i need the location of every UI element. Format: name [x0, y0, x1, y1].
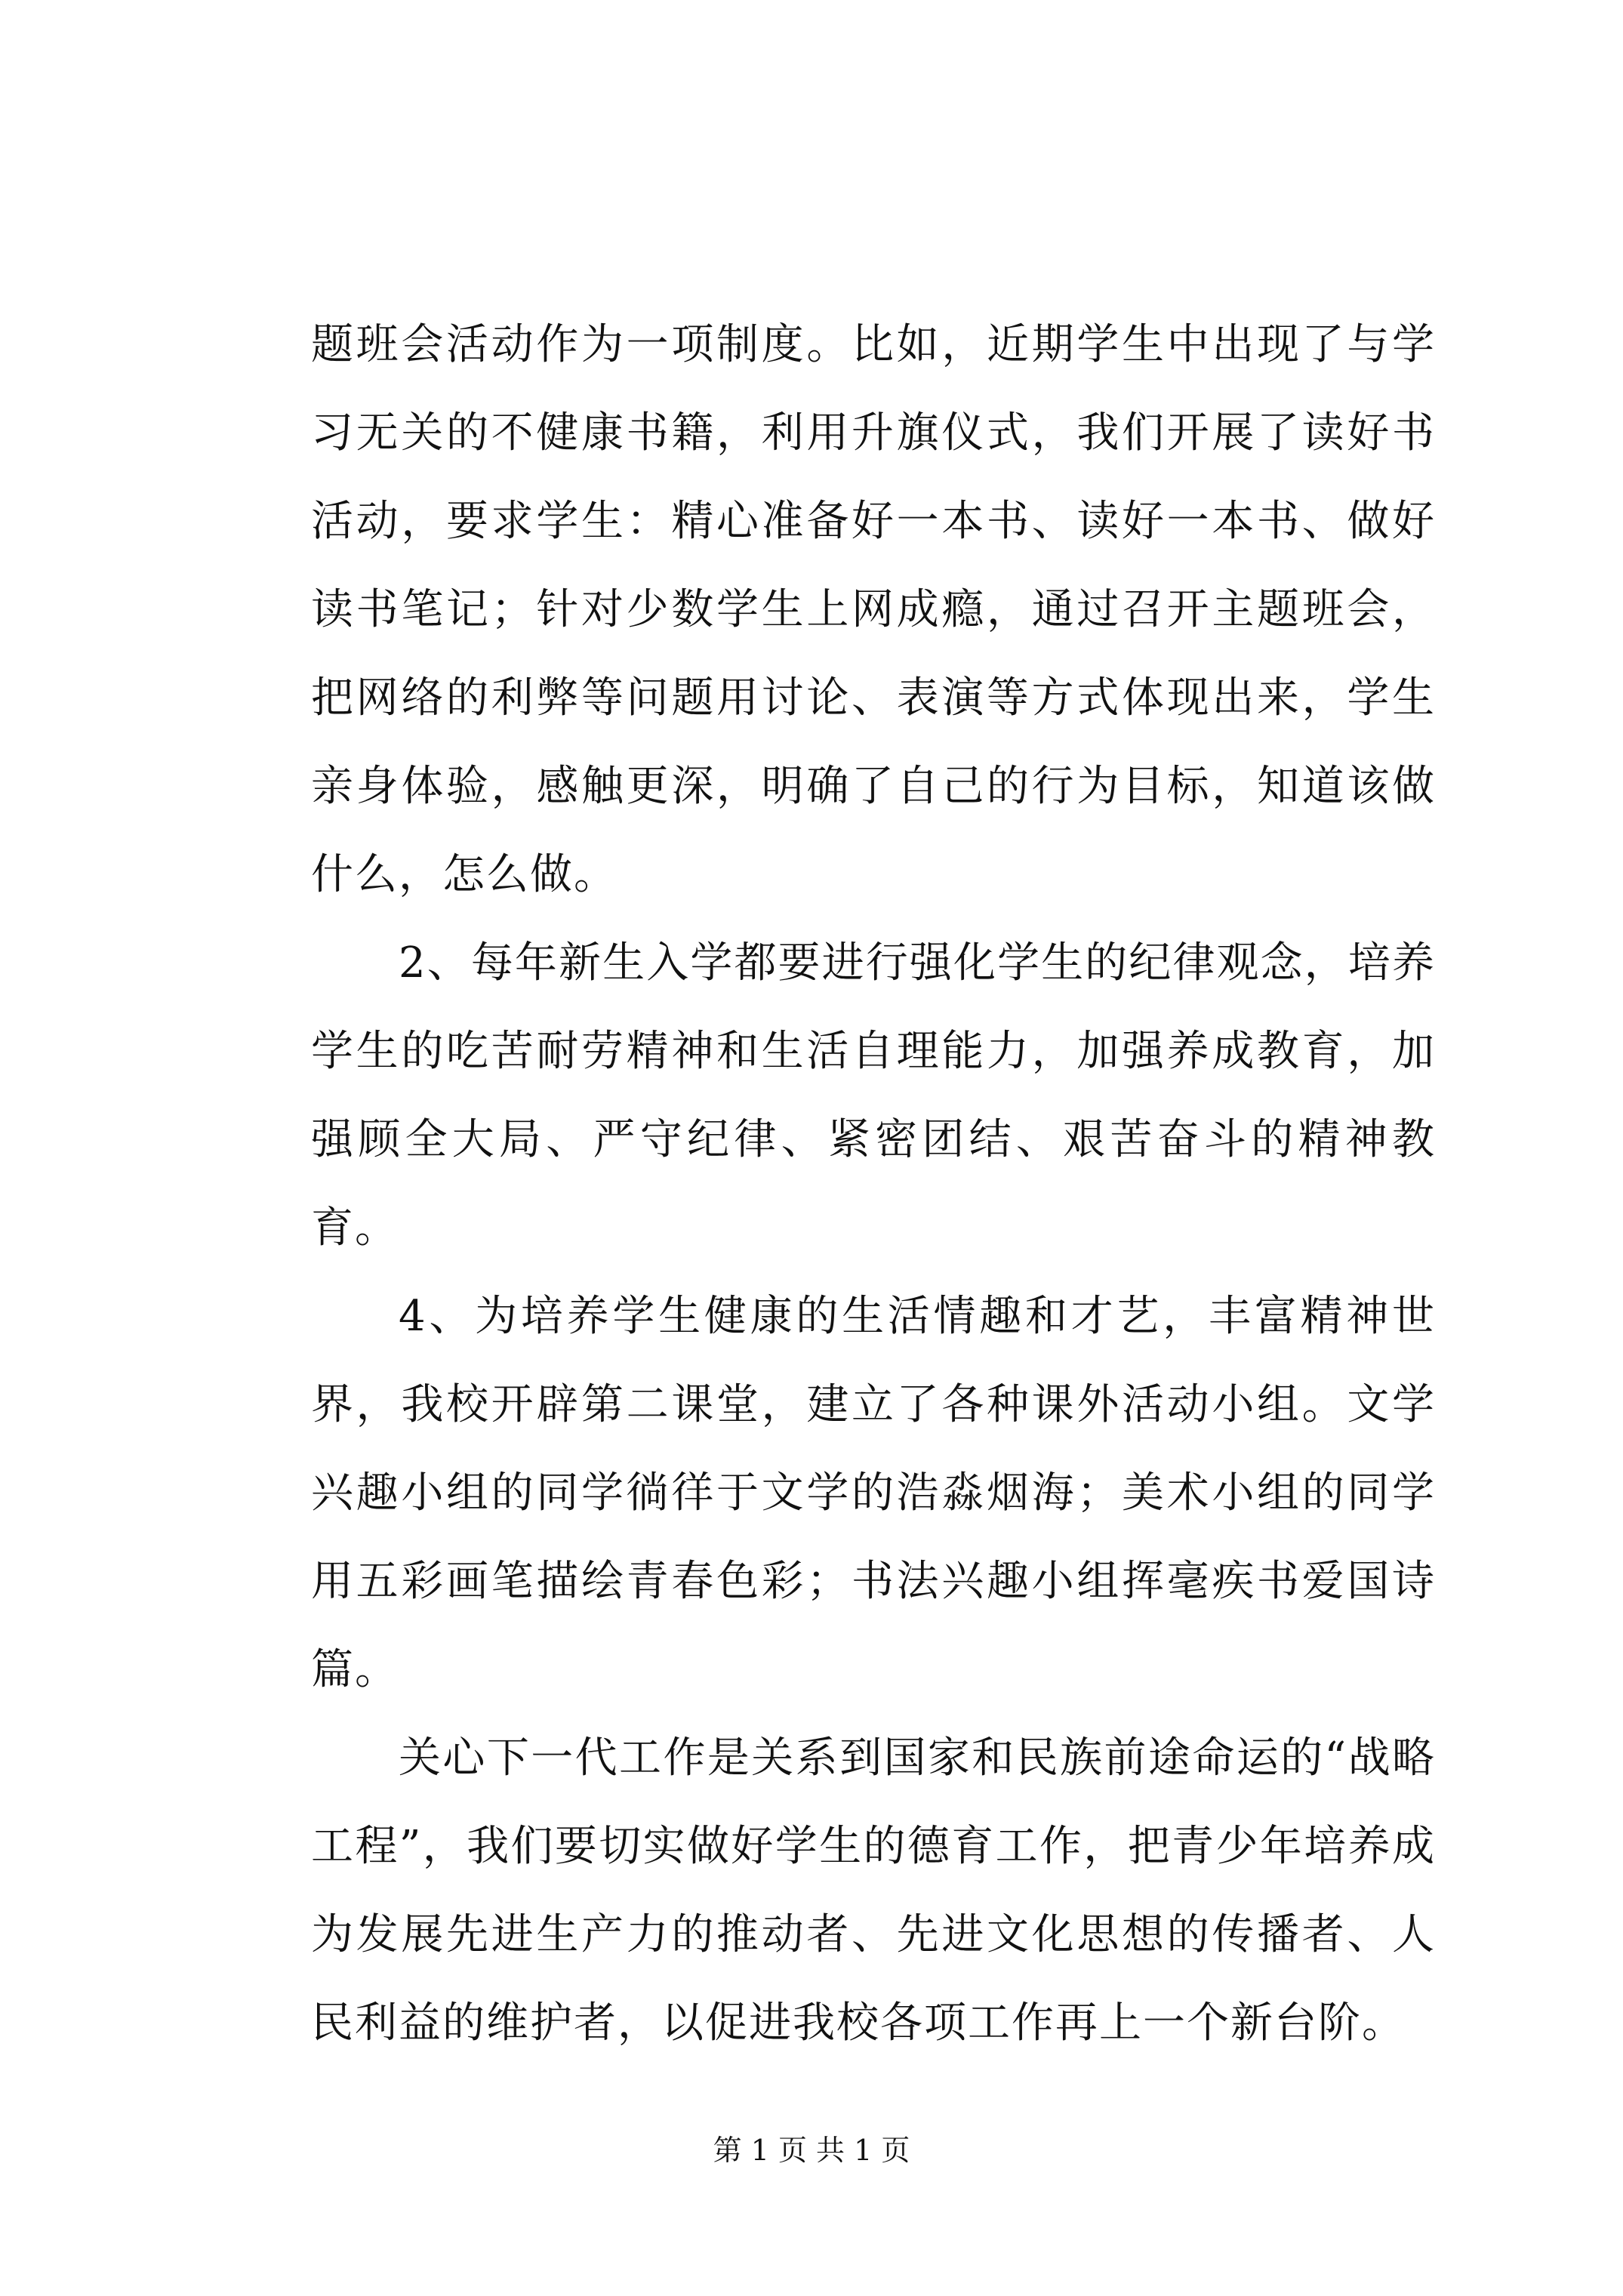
paragraph-4: 关心下一代工作是关系到国家和民族前途命运的“战略工程”，我们要切实做好学生的德育工作，把青少年培养成为发展先进生产力的推动者、先进文化思想的传播者、人民利益的维护者，以促进我校各项工作再上一个新台阶。 — [311, 1734, 1436, 2048]
page-footer: 第 1 页 共 1 页 — [713, 2134, 910, 2167]
paragraph-2: 2、每年新生入学都要进行强化学生的纪律观念，培养学生的吃苦耐劳精神和生活自理能力，加强养成教育，加强顾全大局、严守纪律、紧密团结、艰苦奋斗的精神教育。 — [311, 938, 1436, 1253]
paragraph-3: 4、为培养学生健康的生活情趣和才艺，丰富精神世界，我校开辟第二课堂，建立了各种课外活动小组。文学兴趣小组的同学徜徉于文学的浩淼烟海；美术小组的同学用五彩画笔描绘青春色彩；书法兴趣小组挥毫疾书爱国诗篇。 — [311, 1292, 1436, 1694]
paragraph-1: 题班会活动作为一项制度。比如，近期学生中出现了与学习无关的不健康书籍，利用升旗仪式，我们开展了读好书活动，要求学生：精心准备好一本书、读好一本书、做好读书笔记；针对少数学生上网成瘾，通过召开主题班会，把网络的利弊等问题用讨论、表演等方式体现出来，学生亲身体验，感触更深，明确了自己的行为目标，知道该做什么，怎么做。 — [311, 320, 1436, 899]
document-body — [311, 300, 1436, 2067]
